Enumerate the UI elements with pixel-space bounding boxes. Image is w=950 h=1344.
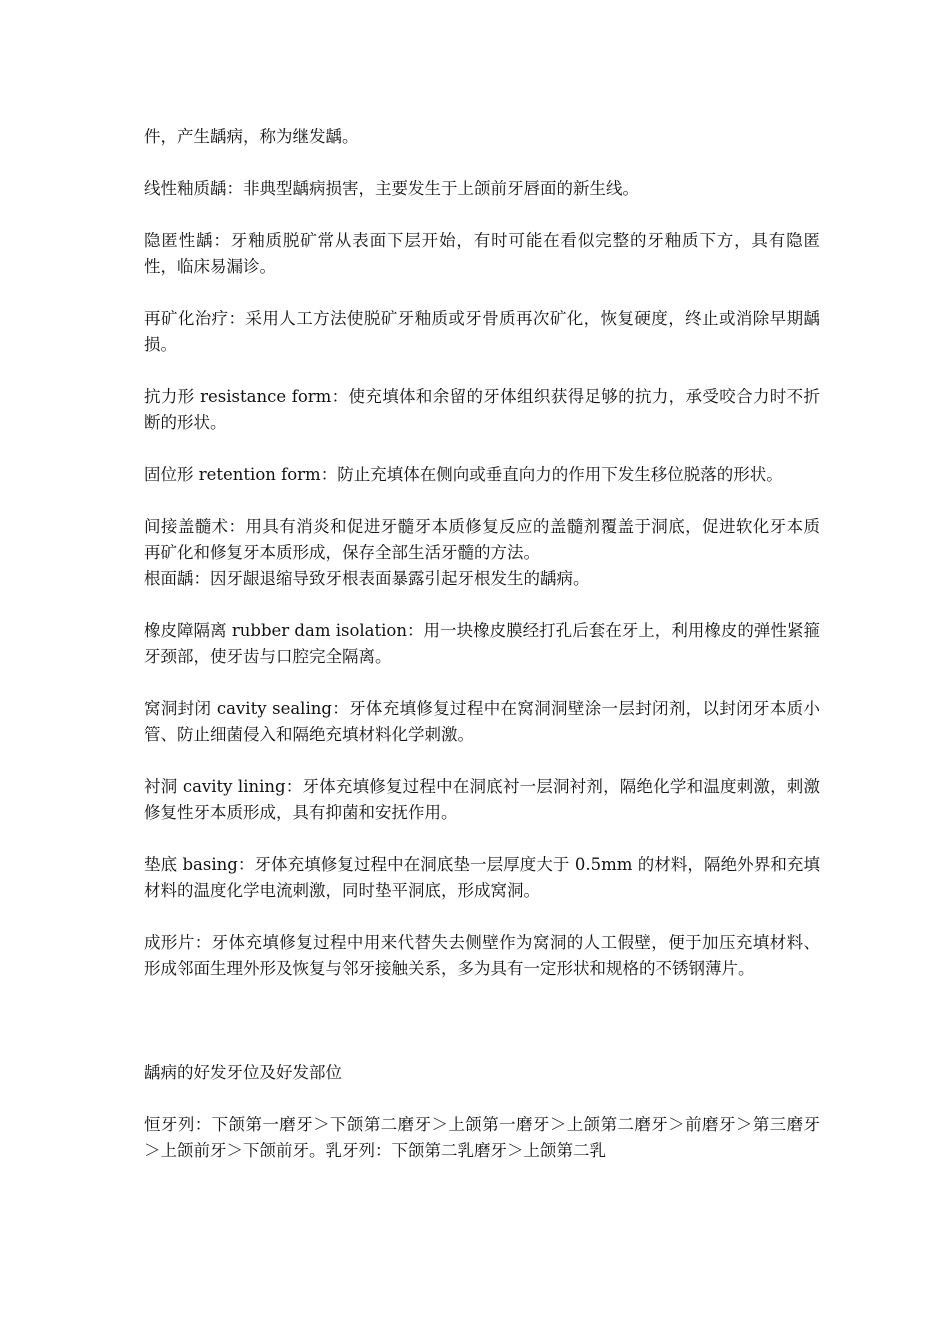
paragraph-matrix-band: 成形片：牙体充填修复过程中用来代替失去侧壁作为窝洞的人工假壁，便于加压充填材料、形成邻面生理外形及恢复与邻牙接触关系，多为具有一定形状和规格的不锈钢薄片。	[144, 933, 820, 978]
paragraph-root-caries: 根面龋：因牙龈退缩导致牙根表面暴露引起牙根发生的龋病。	[144, 569, 590, 588]
paragraph-indirect-pulp-capping: 间接盖髓术：用具有消炎和促进牙髓牙本质修复反应的盖髓剂覆盖于洞底，促进软化牙本质再矿化和修复牙本质形成，保存全部生活牙髓的方法。	[144, 517, 820, 562]
document-page	[144, 124, 820, 1164]
paragraph-remineralization: 再矿化治疗：采用人工方法使脱矿牙釉质或牙骨质再次矿化，恢复硬度，终止或消除早期龋损。	[144, 309, 820, 354]
paragraph-retention-form: 固位形 retention form：防止充填体在侧向或垂直向力的作用下发生移位脱落的形状。	[144, 465, 783, 484]
paragraph-cavity-sealing: 窝洞封闭 cavity sealing：牙体充填修复过程中在窝洞洞壁涂一层封闭剂，以封闭牙本质小管、防止细菌侵入和隔绝充填材料化学刺激。	[144, 699, 820, 744]
paragraph-linear-enamel-caries: 线性釉质龋：非典型龋病损害，主要发生于上颌前牙唇面的新生线。	[144, 179, 639, 198]
paragraph-secondary-caries: 件，产生龋病，称为继发龋。	[144, 127, 359, 146]
paragraph-resistance-form: 抗力形 resistance form：使充填体和余留的牙体组织获得足够的抗力，承受咬合力时不折断的形状。	[144, 387, 820, 432]
paragraph-hidden-caries: 隐匿性龋：牙釉质脱矿常从表面下层开始，有时可能在看似完整的牙釉质下方，具有隐匿性，临床易漏诊。	[144, 231, 820, 276]
paragraph-predilection-teeth: 恒牙列：下颌第一磨牙＞下颌第二磨牙＞上颌第一磨牙＞上颌第二磨牙＞前磨牙＞第三磨牙＞上颌前牙＞下颌前牙。乳牙列：下颌第二乳磨牙＞上颌第二乳	[144, 1115, 820, 1160]
paragraph-cavity-lining: 衬洞 cavity lining：牙体充填修复过程中在洞底衬一层洞衬剂，隔绝化学和温度刺激，刺激修复性牙本质形成，具有抑菌和安抚作用。	[144, 777, 820, 822]
section-heading: 龋病的好发牙位及好发部位	[144, 1063, 342, 1082]
paragraph-basing: 垫底 basing：牙体充填修复过程中在洞底垫一层厚度大于 0.5mm 的材料，隔绝外界和充填材料的温度化学电流刺激，同时垫平洞底，形成窝洞。	[144, 855, 820, 900]
paragraph-rubber-dam: 橡皮障隔离 rubber dam isolation：用一块橡皮膜经打孔后套在牙上，利用橡皮的弹性紧箍牙颈部，使牙齿与口腔完全隔离。	[144, 621, 820, 666]
